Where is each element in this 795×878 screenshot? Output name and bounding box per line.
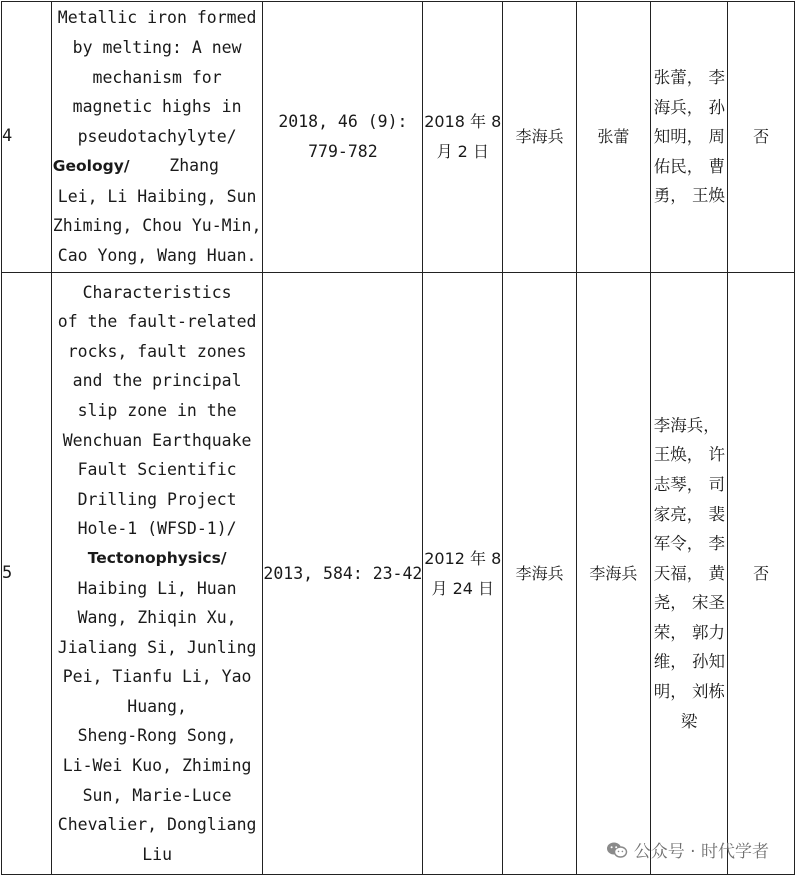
all-authors: 张蕾， 李 海兵， 孙 知明， 周 佑民， 曹 勇， 王焕 <box>650 2 728 273</box>
volume-pages: 2013, 584: 23-42 <box>263 273 423 875</box>
paper-citation: Characteristics of the fault-related rocks, fault zones and the principal slip zone in the Wenchuan Earthquake Fault Scientific Drilling Project Hole-1 (WFSD-1)/ Tectonophysics/ Haibing Li, Huan Wang, Zhiqin Xu, Jialiang Si, Junling Pei, Tianfu Li, Yao Huang, Sheng-Rong Song, Li-Wei Kuo, Zhiming Sun, Marie-Luce Chevalier, Dongliang Liu <box>51 273 263 875</box>
table-row <box>2 2 795 273</box>
publish-date: 2012 年 8 月 24 日 <box>423 273 503 875</box>
publish-date: 2018 年 8 月 2 日 <box>423 2 503 273</box>
publication-table <box>1 1 795 875</box>
wechat-icon <box>606 841 628 859</box>
watermark <box>606 837 769 862</box>
corresponding-author: 李海兵 <box>503 273 577 875</box>
volume-pages: 2018, 46 (9): 779-782 <box>263 2 423 273</box>
all-authors: 李海兵， 王焕， 许 志琴， 司 家亮， 裴 军令， 李 天福， 黄 尧， 宋圣 荣， 郭力 维， 孙知 明， 刘栋 梁 <box>650 273 728 875</box>
row-number: 4 <box>2 2 52 273</box>
watermark-text: 公众号 · 时代学者 <box>633 842 769 862</box>
row-number: 5 <box>2 273 52 875</box>
paper-citation: Metallic iron formed by melting: A new mechanism for magnetic highs in pseudotachylyte/ Geology/ Zhang Lei, Li Haibing, Sun Zhiming, Chou Yu-Min, Cao Yong, Wang Huan. <box>51 2 263 273</box>
flag: 否 <box>728 273 795 875</box>
first-author: 李海兵 <box>576 273 650 875</box>
journal-author-line: Geology/ Zhang <box>52 156 219 176</box>
journal-name: Tectonophysics/ <box>87 548 227 567</box>
flag: 否 <box>728 2 795 273</box>
corresponding-author: 李海兵 <box>503 2 577 273</box>
table-row <box>2 273 795 875</box>
first-author: 张蕾 <box>576 2 650 273</box>
journal-name: Geology/ <box>52 157 130 176</box>
